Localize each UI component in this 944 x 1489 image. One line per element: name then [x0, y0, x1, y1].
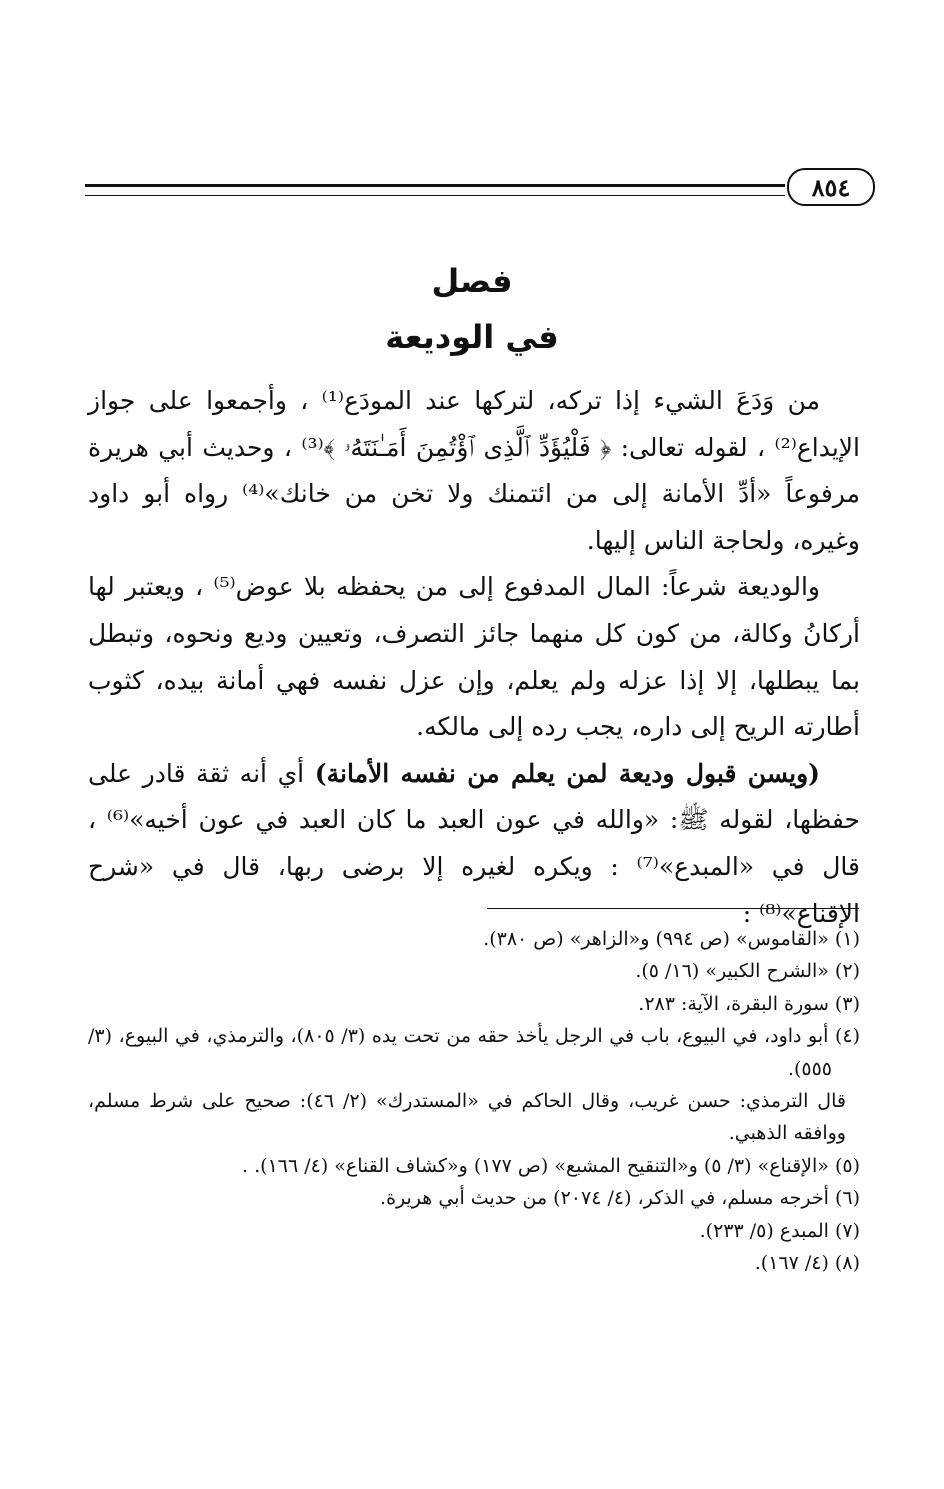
footnote-5: (٥) «الإقناع» (٣/ ٥) و«التنقيح المشبع» (ص ١٧٧) و«كشاف القناع» (٤/ ١٦٦). .: [242, 1154, 860, 1177]
main-text: [88, 378, 860, 937]
page-header: [85, 168, 875, 208]
paragraph-2: والوديعة شرعاً: المال المدفوع إلى من يحفظه بلا عوض⁽⁵⁾ ، ويعتبر لها أركانُ وكالة، من كون كل منهما جائز التصرف، وتعيين وديع ونحوه، وتبطل بما يبطلها، إلا إذا عزله ولم يعلم، وإن عزل نفسه فهي أمانة بيده، كثوب أطارته الريح إلى داره، يجب رده إلى مالكه.: [88, 572, 860, 742]
footnote-3: (٣) سورة البقرة، الآية: ٢٨٣.: [638, 992, 860, 1015]
footnote-4-continued: قال الترمذي: حسن غريب، وقال الحاكم في «المستدرك» (٢/ ٤٦): صحيح على شرط مسلم، ووافقه الذهبي.: [88, 1090, 846, 1145]
chapter-title: فصل: [431, 262, 513, 300]
footnote-8: (٨) (٤/ ١٦٧).: [754, 1252, 860, 1275]
page-number: ٨٥٤: [787, 168, 875, 206]
header-rule: [85, 184, 785, 196]
footnote-7: (٧) المبدع (٥/ ٢٣٣).: [699, 1219, 860, 1242]
footnote-6: (٦) أخرجه مسلم، في الذكر، (٤/ ٢٠٧٤) من حديث أبي هريرة.: [380, 1187, 860, 1210]
footnote-1: (١) «القاموس» (ص ٩٩٤) و«الزاهر» (ص ٣٨٠).: [483, 928, 860, 950]
footnote-2: (٢) «الشرح الكبير» (١٦/ ٥).: [635, 960, 860, 983]
chapter-subtitle: في الوديعة: [385, 318, 559, 356]
commentary-text: أي أنه ثقة قادر على حفظها، لقوله ﷺ: «والله في عون العبد ما كان العبد في عون أخيه»⁽⁶⁾ ، قال في «المبدع»⁽⁷⁾ : ويكره لغيره إلا برضى ربها، قال في «شرح الإقناع»⁽⁸⁾ :: [88, 758, 861, 928]
matn-text: (ويسن قبول وديعة لمن يعلم من نفسه الأمانة): [314, 758, 820, 788]
footnotes: [88, 923, 860, 1279]
paragraph-3: [88, 751, 860, 937]
footnote-divider: [487, 908, 859, 909]
footnote-4: (٤) أبو داود، في البيوع، باب في الرجل يأخذ حقه من تحت يده (٣/ ٨٠٥)، والترمذي، في البيوع، (٣/ ٥٥٥).: [88, 1025, 860, 1080]
paragraph-1: من وَدَعَ الشيء إذا تركه، لتركها عند المودَع⁽¹⁾ ، وأجمعوا على جواز الإيداع⁽²⁾ ، لقوله تعالى: ﴿ فَلْيُؤَدِّ ٱلَّذِى ٱؤْتُمِنَ أَمَـٰنَتَهُۥ ﴾⁽³⁾ ، وحديث أبي هريرة مرفوعاً «أدِّ الأمانة إلى من ائتمنك ولا تخن من خانك»⁽⁴⁾ رواه أبو داود وغيره، ولحاجة الناس إليها.: [88, 386, 860, 555]
